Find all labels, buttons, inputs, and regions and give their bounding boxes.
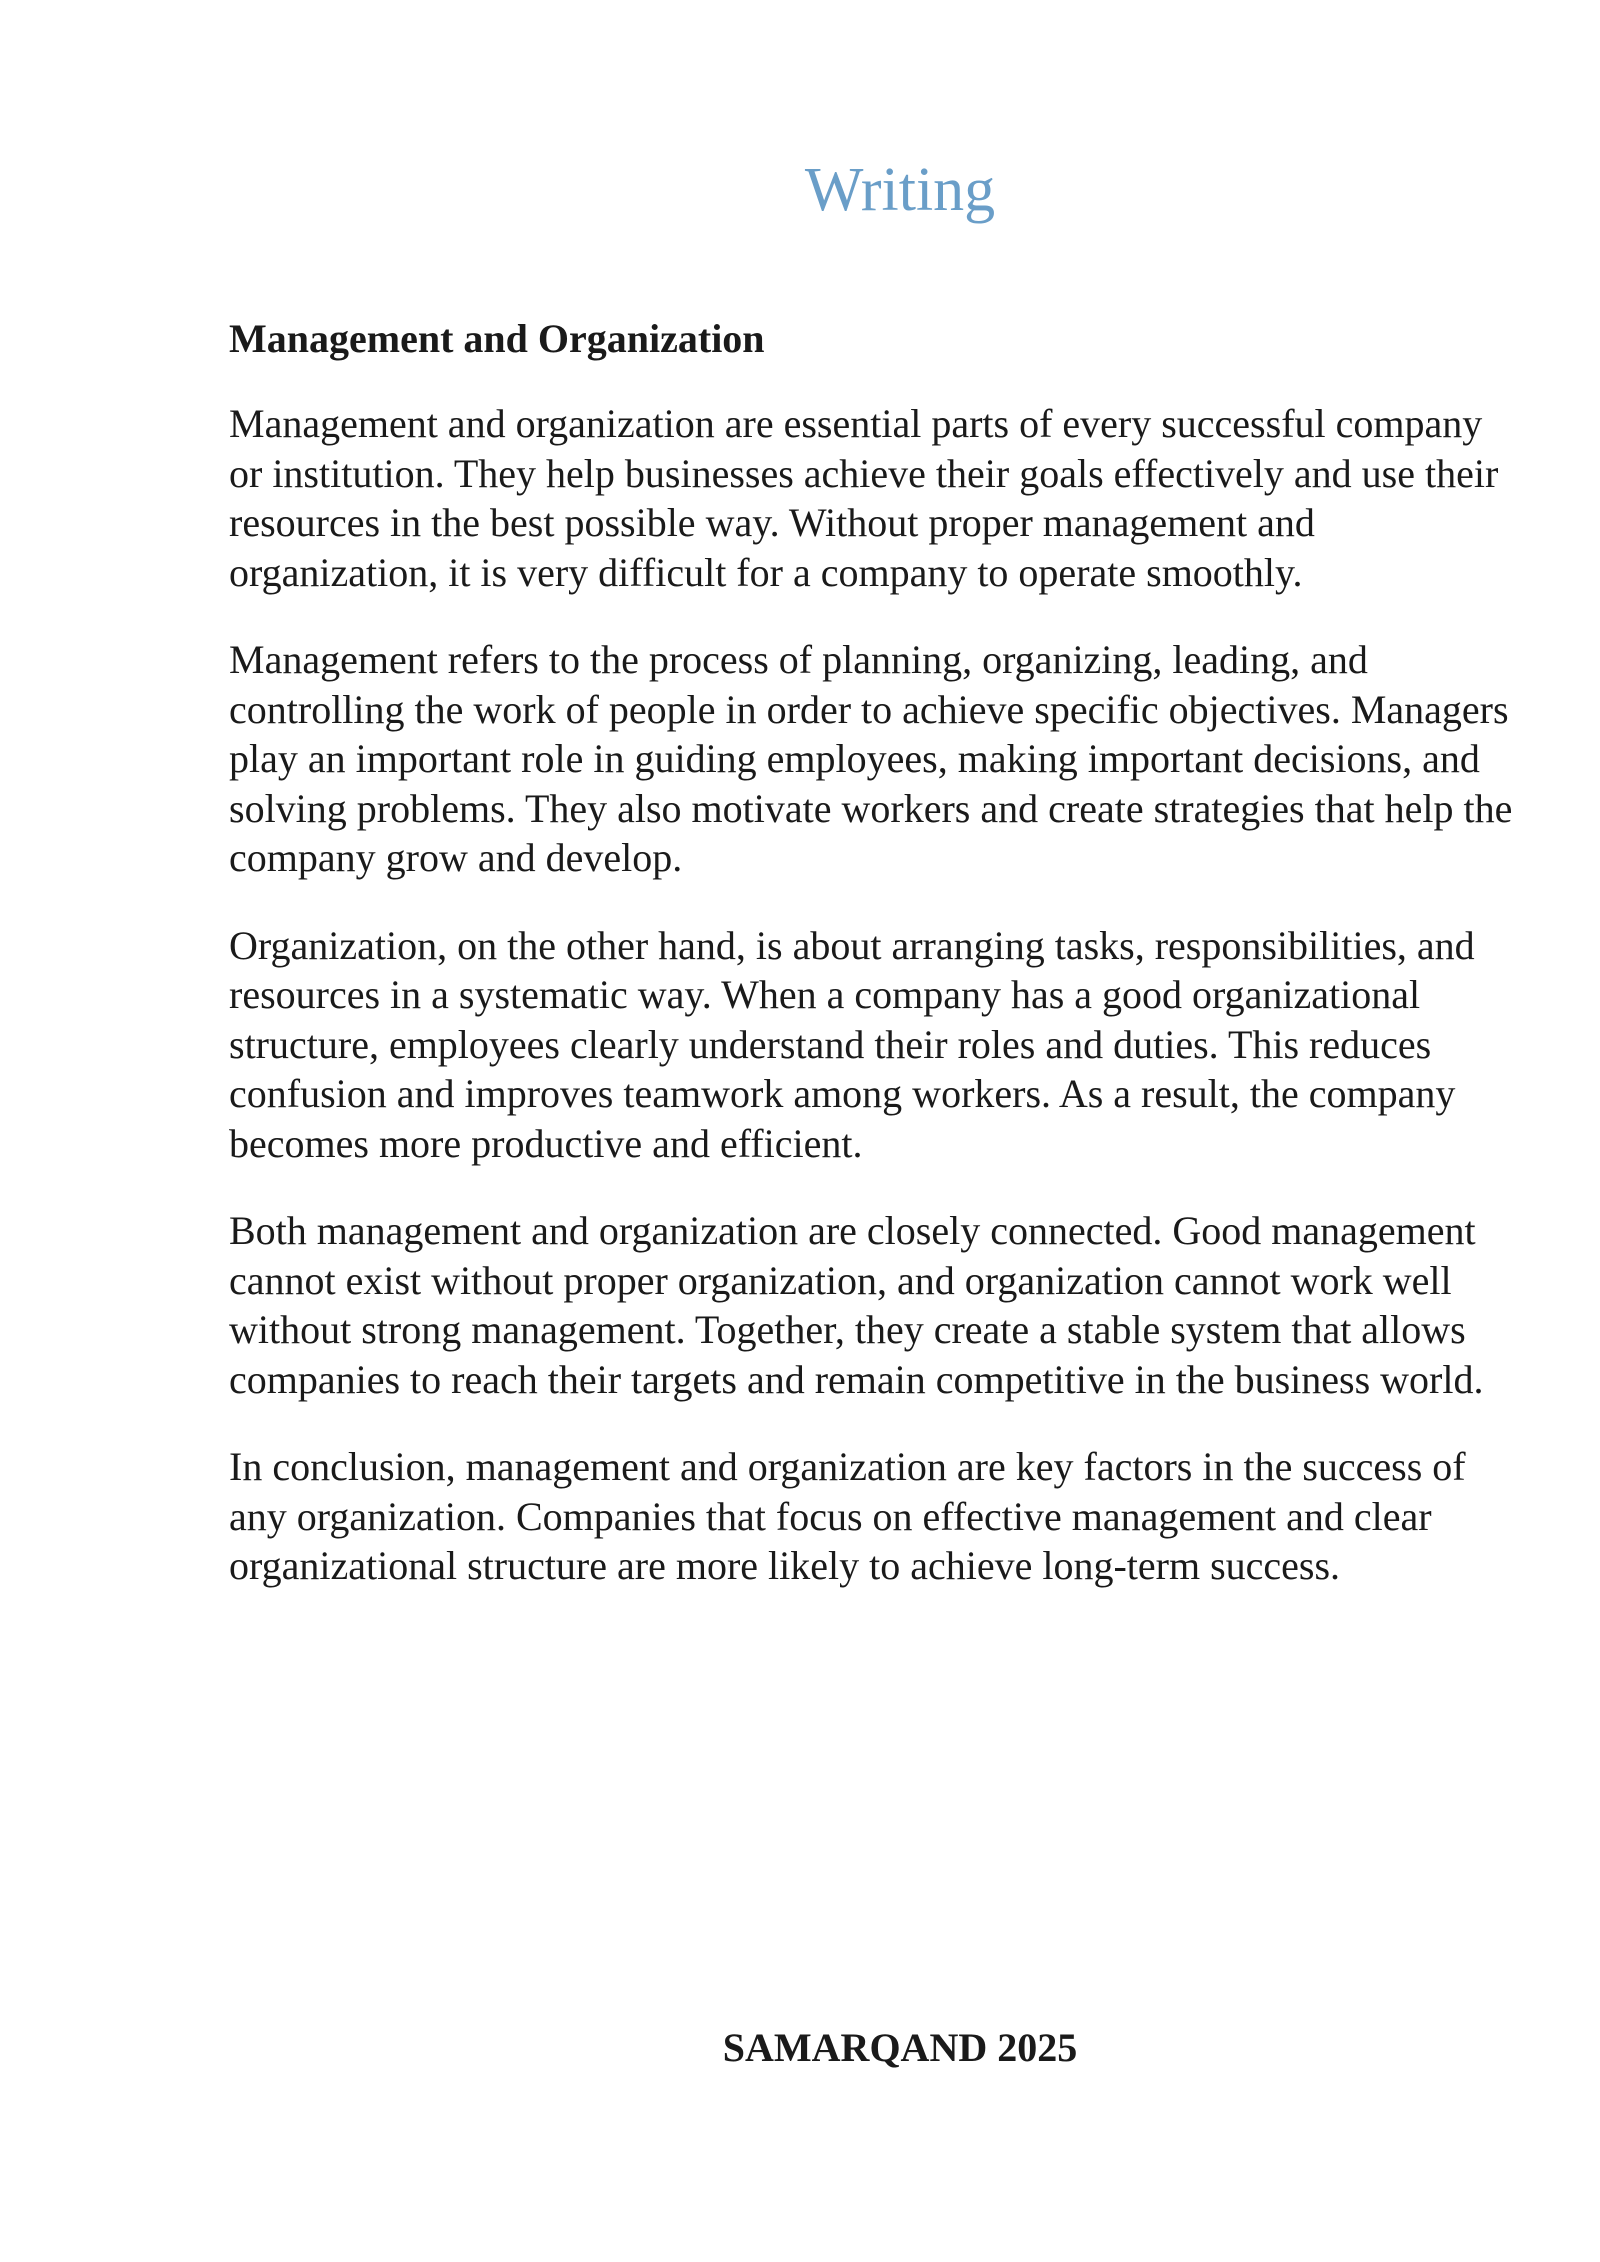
paragraph-introduction: Management and organization are essential parts of every successful company or institution. They help businesses achieve their goals effectively and use their resources in the best possible way. Without proper management and organization, it is very difficult for a company to operate smoothly. bbox=[229, 401, 1499, 595]
document-title: Writing bbox=[804, 156, 996, 224]
paragraph-organization: Organization, on the other hand, is about arranging tasks, responsibilities, and resources in a systematic way. When a company has a good organizational structure, employees clearly understand their roles and duties. This reduces confusion and improves teamwork among workers. As a result, the company becomes more productive and efficient. bbox=[229, 922, 1475, 1166]
section-heading: Management and Organization bbox=[229, 316, 765, 361]
paragraph-conclusion: In conclusion, management and organization are key factors in the success of any organization. Companies that focus on effective management and clear organizational structure are more likely to achieve long-term success. bbox=[229, 1444, 1466, 1588]
paragraph-management: Management refers to the process of planning, organizing, leading, and controlling the work of people in order to achieve specific objectives. Managers play an important role in guiding employees, making important decisions, and solving problems. They also motivate workers and create strategies that help the company grow and develop. bbox=[229, 637, 1513, 880]
footer-place-year: SAMARQAND 2025 bbox=[722, 2025, 1078, 2070]
document-body bbox=[229, 313, 1519, 1629]
paragraph-connection: Both management and organization are closely connected. Good management cannot exist without proper organization, and organization cannot work well without strong management. Together, they create a stable system that allows companies to reach their targets and remain competitive in the business world. bbox=[229, 1208, 1484, 1402]
